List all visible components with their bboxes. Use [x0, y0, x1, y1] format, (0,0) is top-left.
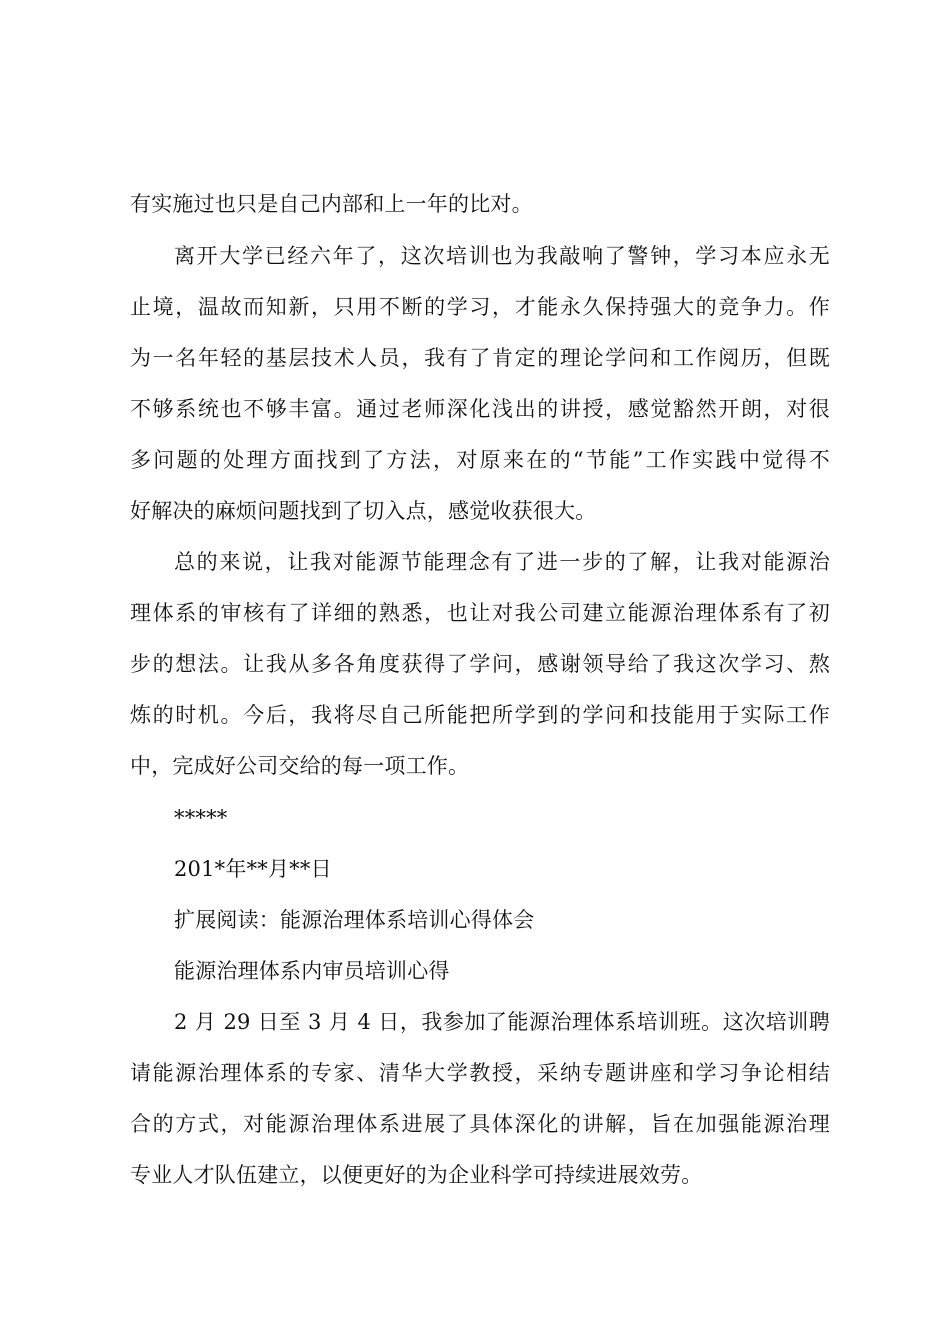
paragraph-line: 合的方式，对能源治理体系进展了具体深化的讲解，旨在加强能源治理 — [130, 1112, 830, 1136]
paragraph-line: 专业人才队伍建立，以便更好的为企业科学可持续进展效劳。 — [130, 1163, 703, 1187]
signature-name: ***** — [174, 806, 228, 830]
paragraph-line: 请能源治理体系的专家、清华大学教授，采纳专题讲座和学习争论相结 — [130, 1061, 830, 1085]
signature-date: 201*年**月**日 — [174, 857, 332, 881]
paragraph-line: 止境，温故而知新，只用不断的学习，才能永久保持强大的竞争力。作 — [130, 295, 830, 319]
paragraph-line: 不够系统也不够丰富。通过老师深化浅出的讲授，感觉豁然开朗，对很 — [130, 397, 830, 421]
paragraph-line: 多问题的处理方面找到了方法，对原来在的“节能”工作实践中觉得不 — [130, 448, 830, 472]
extended-reading-title: 扩展阅读：能源治理体系培训心得体会 — [174, 908, 535, 932]
paragraph-line: 好解决的麻烦问题找到了切入点，感觉收获很大。 — [130, 499, 597, 523]
paragraph-line: 理体系的审核有了详细的熟悉，也让对我公司建立能源治理体系有了初 — [130, 601, 830, 625]
paragraph-line: 中，完成好公司交给的每一项工作。 — [130, 754, 470, 778]
paragraph-line: 总的来说，让我对能源节能理念有了进一步的了解，让我对能源治 — [174, 550, 830, 574]
paragraph-line: 2 月 29 日至 3 月 4 日，我参加了能源治理体系培训班。这次培训聘 — [174, 1010, 830, 1034]
paragraph-line: 离开大学已经六年了，这次培训也为我敲响了警钟，学习本应永无 — [174, 244, 830, 268]
paragraph-line: 步的想法。让我从多各角度获得了学问，感谢领导给了我这次学习、熬 — [130, 652, 830, 676]
paragraph-line: 有实施过也只是自己内部和上一年的比对。 — [130, 192, 533, 216]
paragraph-line: 为一名年轻的基层技术人员，我有了肯定的理论学问和工作阅历，但既 — [130, 346, 830, 370]
paragraph-line: 炼的时机。今后，我将尽自己所能把所学到的学问和技能用于实际工作 — [130, 703, 830, 727]
section-title: 能源治理体系内审员培训心得 — [174, 959, 450, 983]
